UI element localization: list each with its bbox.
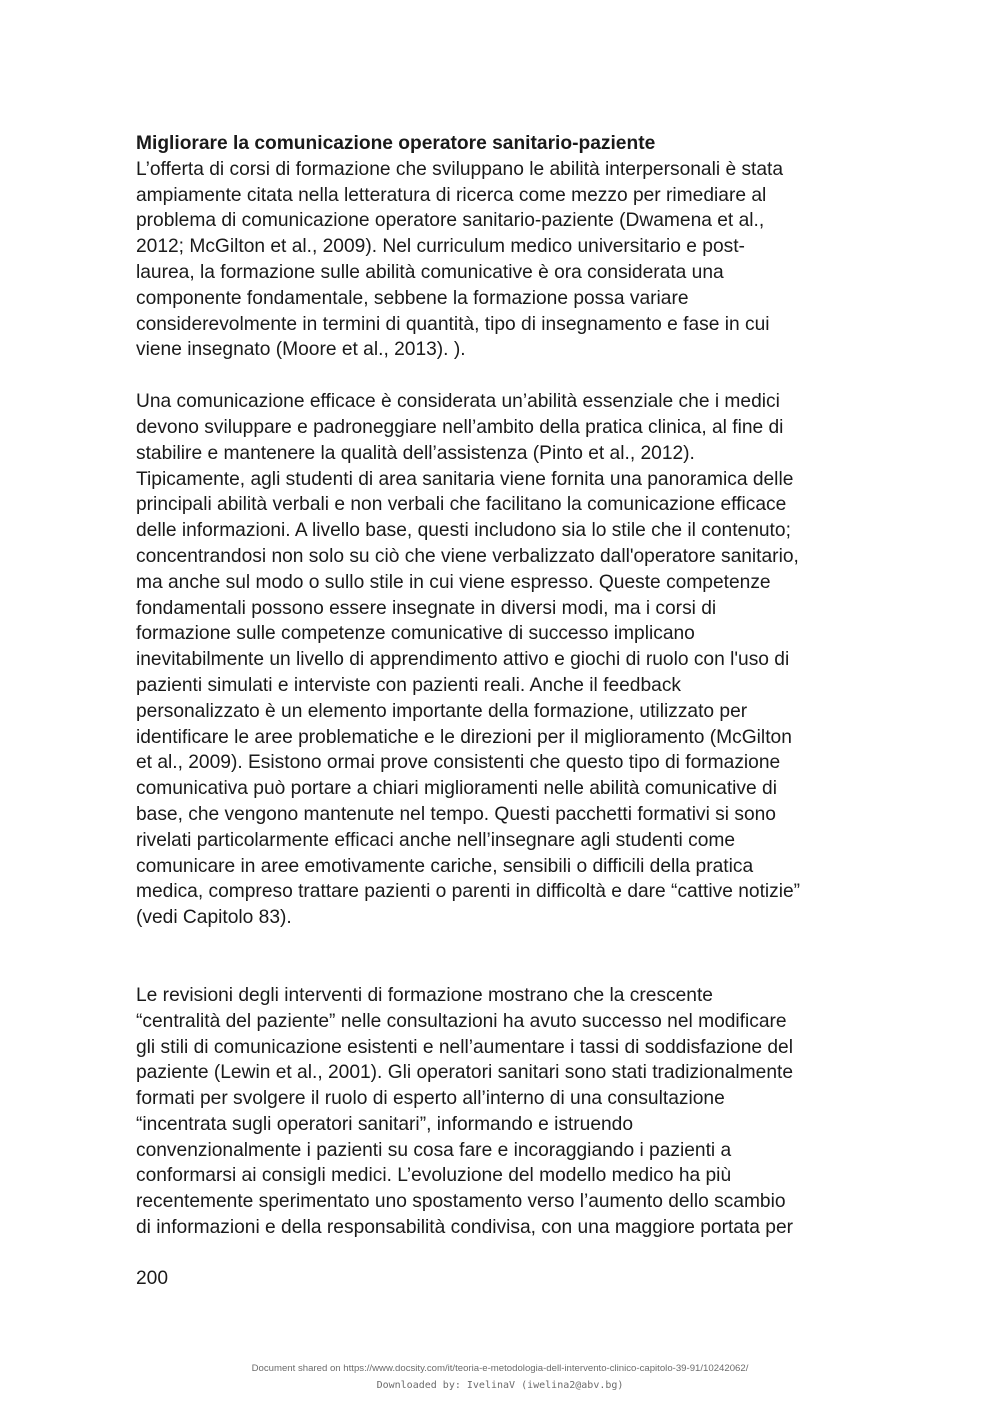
text-line: concentrandosi non solo su ciò che viene verbalizzato dall'operatore sanitario,	[136, 545, 799, 567]
downloaded-by-footer: Downloaded by: IvelinaV (iwelina2@abv.bg)	[376, 1380, 624, 1391]
text-line: delle informazioni. A livello base, questi includono sia lo stile che il contenuto;	[136, 520, 791, 542]
text-line: pazienti simulati e interviste con pazienti reali. Anche il feedback	[136, 674, 682, 696]
text-line: et al., 2009). Esistono ormai prove consistenti che questo tipo di formazione	[136, 752, 781, 774]
paragraph-spacer	[136, 363, 876, 389]
text-line: ma anche sul modo o sullo stile in cui viene espresso. Queste competenze	[136, 571, 771, 593]
text-line: conformarsi ai consigli medici. L’evoluzione del modello medico ha più	[136, 1165, 732, 1187]
text-line: Una comunicazione efficace è considerata un’abilità essenziale che i medici	[136, 391, 780, 413]
text-line: L’offerta di corsi di formazione che sviluppano le abilità interpersonali è stata	[136, 158, 784, 180]
text-line: base, che vengono mantenute nel tempo. Questi pacchetti formativi si sono	[136, 803, 776, 825]
text-line: di informazioni e della responsabilità condivisa, con una maggiore portata per	[136, 1217, 794, 1239]
text-line: gli stili di comunicazione esistenti e nell’aumentare i tassi di soddisfazione del	[136, 1036, 793, 1058]
section-heading: Migliorare la comunicazione operatore sanitario-paziente	[136, 133, 656, 154]
text-line: laurea, la formazione sulle abilità comunicative è ora considerata una	[136, 261, 724, 283]
text-line: devono sviluppare e padroneggiare nell’ambito della pratica clinica, al fine di	[136, 416, 784, 438]
text-line: inevitabilmente un livello di apprendimento attivo e giochi di ruolo con l'uso di	[136, 649, 790, 671]
text-line: comunicare in aree emotivamente cariche, sensibili o difficili della pratica	[136, 855, 754, 877]
text-line: Tipicamente, agli studenti di area sanitaria viene fornita una panoramica delle	[136, 468, 794, 490]
text-line: componente fondamentale, sebbene la formazione possa variare	[136, 287, 689, 309]
text-line: (vedi Capitolo 83).	[136, 907, 292, 929]
text-line: formati per svolgere il ruolo di esperto all’interno di una consultazione	[136, 1088, 725, 1110]
document-shared-footer: Document shared on https://www.docsity.com/it/teoria-e-metodologia-dell-intervento-clinico-capitolo-39-91/10242062/	[251, 1363, 749, 1374]
text-line: principali abilità verbali e non verbali che facilitano la comunicazione efficace	[136, 494, 787, 516]
paragraph-3	[136, 983, 876, 1241]
text-line: ampiamente citata nella letteratura di ricerca come mezzo per rimediare al	[136, 184, 767, 206]
text-line: “incentrata sugli operatori sanitari”, informando e istruendo	[136, 1113, 634, 1135]
text-line: comunicativa può portare a chiari miglioramenti nelle abilità comunicative di	[136, 778, 777, 800]
paragraph-1	[136, 157, 876, 363]
text-line: Le revisioni degli interventi di formazione mostrano che la crescente	[136, 984, 713, 1006]
text-line: rivelati particolarmente efficaci anche nell’insegnare agli studenti come	[136, 829, 736, 851]
text-line: medica, compreso trattare pazienti o parenti in difficoltà e dare “cattive notizie”	[136, 881, 801, 903]
text-line: convenzionalmente i pazienti su cosa fare e incoraggiando i pazienti a	[136, 1139, 732, 1161]
text-line: 2012; McGilton et al., 2009). Nel curriculum medico universitario e post-	[136, 236, 745, 258]
document-body	[136, 131, 876, 1241]
text-line: stabilire e mantenere la qualità dell’assistenza (Pinto et al., 2012).	[136, 442, 695, 464]
text-line: identificare le aree problematiche e le direzioni per il miglioramento (McGilton	[136, 726, 792, 748]
text-line: paziente (Lewin et al., 2001). Gli operatori sanitari sono stati tradizionalmente	[136, 1062, 793, 1084]
text-line: personalizzato è un elemento importante della formazione, utilizzato per	[136, 700, 748, 722]
text-line: viene insegnato (Moore et al., 2013). ).	[136, 339, 466, 361]
text-line: formazione sulle competenze comunicative di successo implicano	[136, 623, 695, 645]
text-line: considerevolmente in termini di quantità, tipo di insegnamento e fase in cui	[136, 313, 770, 335]
page-number: 200	[136, 1268, 169, 1289]
text-line: problema di comunicazione operatore sanitario-paziente (Dwamena et al.,	[136, 210, 765, 232]
paragraph-2	[136, 389, 876, 931]
text-line: fondamentali possono essere insegnate in diversi modi, ma i corsi di	[136, 597, 717, 619]
text-line: “centralità del paziente” nelle consultazioni ha avuto successo nel modificare	[136, 1010, 787, 1032]
text-line: recentemente sperimentato uno spostamento verso l’aumento dello scambio	[136, 1191, 786, 1213]
paragraph-spacer	[136, 931, 876, 983]
